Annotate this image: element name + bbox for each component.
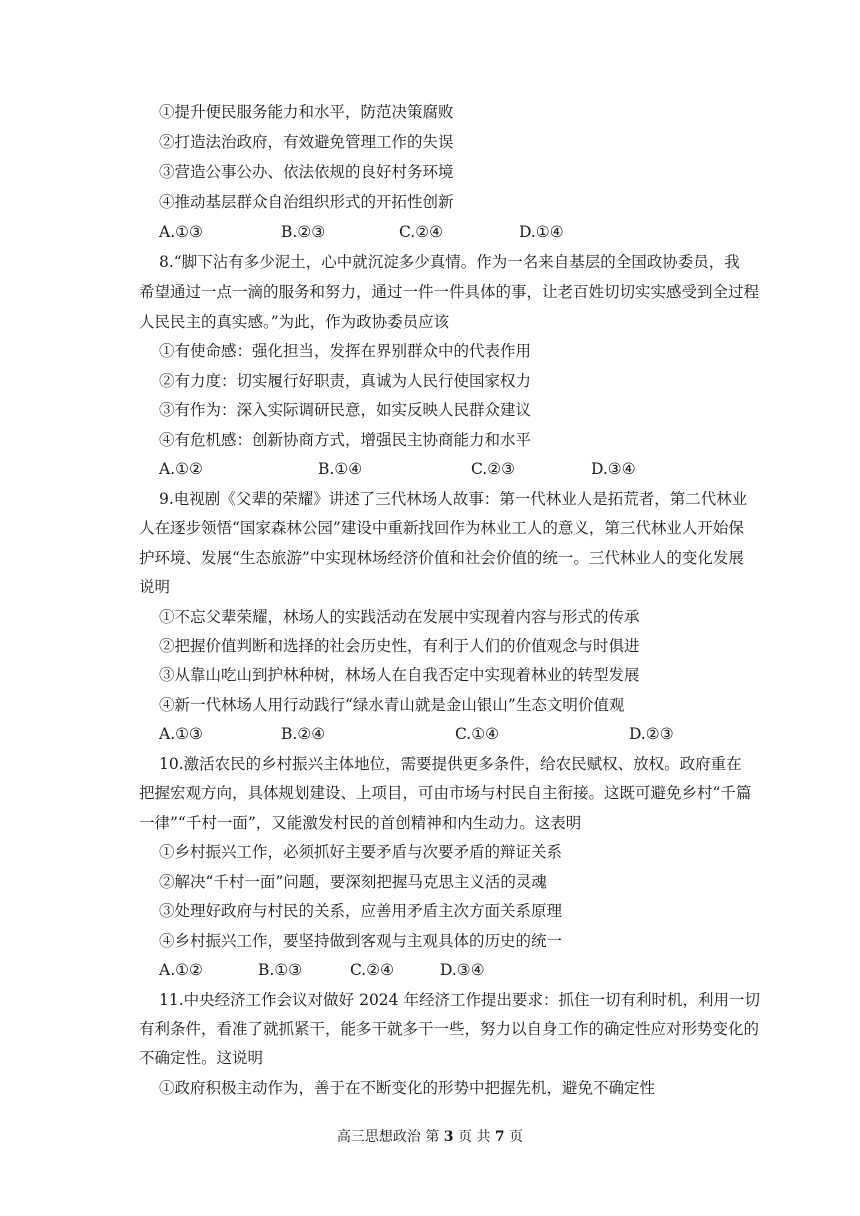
footer-ye-2: 页 <box>509 1129 524 1145</box>
q11-option-1: ①政府积极主动作为，善于在不断变化的形势中把握先机，避免不确定性 <box>159 1079 656 1097</box>
q9-stem-line-2: 人在逐步领悟“国家森林公园”建设中重新找回作为林业工人的意义，第三代林业人开始保 <box>139 519 744 537</box>
q8-stem-line-3: 人民民主的真实感。”为此，作为政协委员应该 <box>139 313 450 331</box>
q11-stem-line-2: 有利条件，看准了就抓紧干，能多干就多干一些，努力以自身工作的确定性应对形势变化的 <box>139 1020 760 1038</box>
q9-option-4: ④新一代林场人用行动践行“绿水青山就是金山银山”生态文明价值观 <box>159 696 625 714</box>
q10-choice-b: B.①③ <box>258 961 303 979</box>
q10-stem-line-1: 10.激活农民的乡村振兴主体地位，需要提供更多条件，给农民赋权、放权。政府重在 <box>159 755 742 773</box>
q10-option-1: ①乡村振兴工作，必须抓好主要矛盾与次要矛盾的辩证关系 <box>159 843 563 861</box>
q10-option-2: ②解决“千村一面”问题，要深刻把握马克思主义活的灵魂 <box>159 873 547 891</box>
q10-stem-line-3: 一律”“千村一面”，又能激发村民的首创精神和内生动力。这表明 <box>139 814 582 832</box>
q8-option-2: ②有力度：切实履行好职责，真诚为人民行使国家权力 <box>159 372 532 390</box>
q7-option-4: ④推动基层群众自治组织形式的开拓性创新 <box>159 193 454 211</box>
q9-stem-line-3: 护环境、发展“生态旅游”中实现林场经济价值和社会价值的统一。三代林业人的变化发展 <box>139 549 744 567</box>
q7-choice-d: D.①④ <box>519 223 564 241</box>
q7-option-2: ②打造法治政府，有效避免管理工作的失误 <box>159 133 454 151</box>
q8-option-1: ①有使命感：强化担当，发挥在界别群众中的代表作用 <box>159 342 532 360</box>
q11-stem-line-1: 11.中央经济工作会议对做好 2024 年经济工作提出要求：抓住一切有利时机，利用一切 <box>159 991 760 1009</box>
q8-choice-b: B.①④ <box>318 460 363 478</box>
q9-choice-d: D.②③ <box>629 725 674 743</box>
footer-total-pages: 7 <box>494 1129 505 1145</box>
q9-stem-line-1: 9.电视剧《父辈的荣耀》讲述了三代林场人故事：第一代林业人是拓荒者，第二代林业 <box>159 490 748 508</box>
q7-option-3: ③营造公事公办、依法依规的良好村务环境 <box>159 163 454 181</box>
q9-option-3: ③从靠山吃山到护林种树，林场人在自我否定中实现着林业的转型发展 <box>159 666 640 684</box>
q9-choice-b: B.②④ <box>281 725 326 743</box>
q8-choice-d: D.③④ <box>591 460 636 478</box>
q8-option-4: ④有危机感：创新协商方式，增强民主协商能力和水平 <box>159 431 532 449</box>
footer-di: 第 <box>425 1129 440 1145</box>
q7-choice-a: A.①③ <box>159 223 203 241</box>
q8-choice-c: C.②③ <box>471 460 516 478</box>
q10-choice-c: C.②④ <box>350 961 395 979</box>
q9-choice-a: A.①③ <box>159 725 203 743</box>
q7-choice-b: B.②③ <box>281 223 326 241</box>
q9-choice-c: C.①④ <box>455 725 500 743</box>
page-footer <box>0 1127 860 1147</box>
q8-stem-line-2: 希望通过一点一滴的服务和努力，通过一件一件具体的事，让老百姓切切实实感受到全过程 <box>139 283 760 301</box>
q9-option-2: ②把握价值判断和选择的社会历史性，有利于人们的价值观念与时俱进 <box>159 637 640 655</box>
q10-stem-line-2: 把握宏观方向，具体规划建设、上项目，可由市场与村民自主衔接。这既可避免乡村“千篇 <box>139 784 752 802</box>
q10-option-4: ④乡村振兴工作，要坚持做到客观与主观具体的历史的统一 <box>159 932 563 950</box>
q11-stem-line-3: 不确定性。这说明 <box>139 1049 264 1067</box>
q9-option-1: ①不忘父辈荣耀，林场人的实践活动在发展中实现着内容与形式的传承 <box>159 608 640 626</box>
q7-choice-c: C.②④ <box>399 223 444 241</box>
footer-subject: 高三思想政治 <box>336 1129 421 1145</box>
q7-option-1: ①提升便民服务能力和水平，防范决策腐败 <box>159 103 454 121</box>
footer-page-number: 3 <box>443 1129 454 1145</box>
q9-stem-line-4: 说明 <box>139 578 171 596</box>
q10-option-3: ③处理好政府与村民的关系，应善用矛盾主次方面关系原理 <box>159 902 563 920</box>
footer-ye-1: 页 <box>458 1129 472 1145</box>
q8-choice-a: A.①② <box>159 460 203 478</box>
q10-choice-a: A.①② <box>159 961 203 979</box>
q8-option-3: ③有作为：深入实际调研民意，如实反映人民群众建议 <box>159 401 532 419</box>
footer-gong: 共 <box>476 1129 491 1145</box>
q8-stem-line-1: 8.“脚下沾有多少泥土，心中就沉淀多少真情。作为一名来自基层的全国政协委员，我 <box>159 253 740 271</box>
q10-choice-d: D.③④ <box>440 961 485 979</box>
